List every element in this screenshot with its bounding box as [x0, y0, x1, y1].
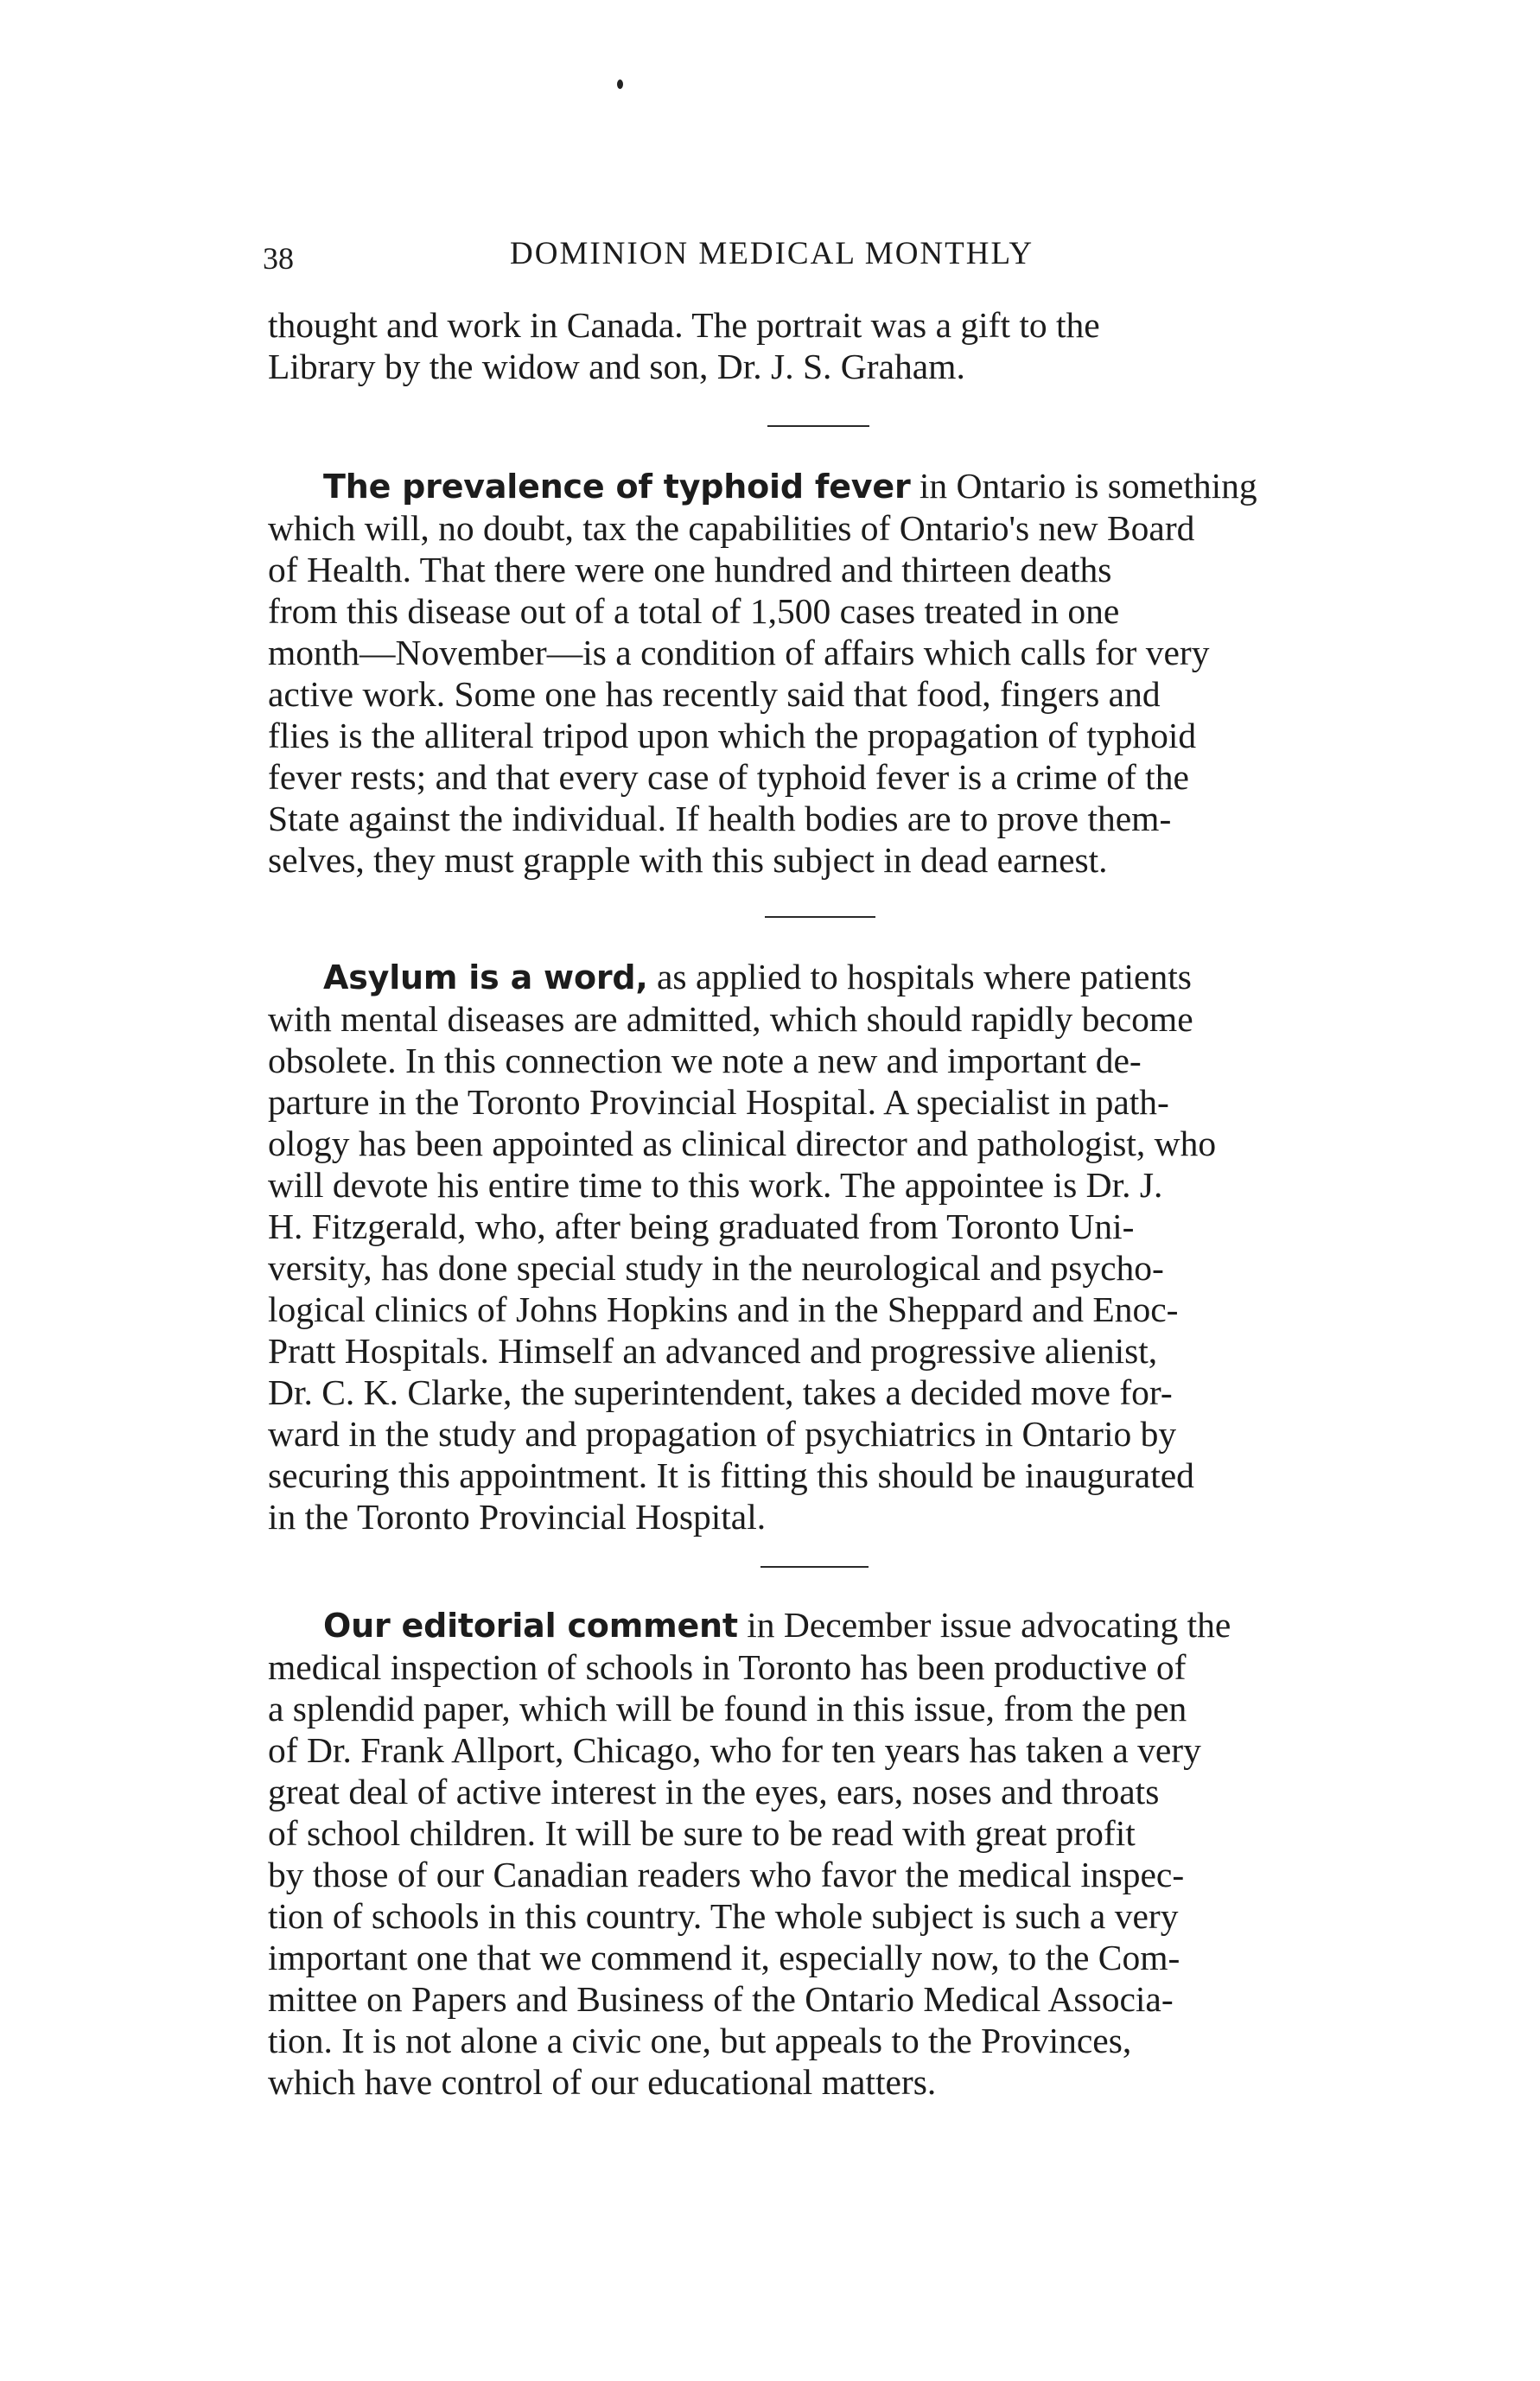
text-line: tion of schools in this country. The whole subject is such a very [268, 1896, 1179, 1936]
article-asylum [268, 956, 1374, 1537]
running-head [259, 236, 1158, 283]
first-line-rest: in December issue advocating the [737, 1605, 1231, 1645]
text-line: month—November—is a condition of affairs which calls for very [268, 633, 1210, 672]
text-line: from this disease out of a total of 1,500 cases treated in one [268, 591, 1120, 631]
text-line: Pratt Hospitals. Himself an advanced and progressive alienist, [268, 1331, 1158, 1371]
article-lead: Our editorial comment [323, 1607, 738, 1645]
text-line: securing this appointment. It is fitting this should be inaugurated [268, 1455, 1194, 1495]
section-divider [767, 425, 869, 427]
text-line: will devote his entire time to this work. The appointee is Dr. J. [268, 1165, 1163, 1205]
section-divider [760, 1566, 869, 1568]
text-line: flies is the alliteral tripod upon which the propagation of typhoid [268, 716, 1197, 755]
text-line: important one that we commend it, especially now, to the Com- [268, 1938, 1180, 1977]
text-line: thought and work in Canada. The portrait was a gift to the [268, 305, 1100, 345]
article-first-line [268, 956, 1374, 998]
text-line: H. Fitzgerald, who, after being graduated from Toronto Uni- [268, 1206, 1135, 1246]
text-line: tion. It is not alone a civic one, but appeals to the Provinces, [268, 2021, 1132, 2060]
text-line: State against the individual. If health bodies are to prove them- [268, 799, 1172, 838]
text-line: which have control of our educational matters. [268, 2062, 937, 2102]
text-line: of school children. It will be sure to be read with great profit [268, 1813, 1136, 1853]
text-line: which will, no doubt, tax the capabilities of Ontario's new Board [268, 508, 1195, 548]
text-line: Library by the widow and son, Dr. J. S. Graham. [268, 347, 965, 386]
text-line: Dr. C. K. Clarke, the superintendent, takes a decided move for- [268, 1372, 1173, 1412]
article-editorial-comment [268, 1604, 1374, 2103]
text-line: great deal of active interest in the eyes, ears, noses and throats [268, 1772, 1160, 1811]
carryover-paragraph [268, 304, 1374, 387]
text-line: active work. Some one has recently said that food, fingers and [268, 674, 1161, 714]
first-line-rest: as applied to hospitals where patients [647, 957, 1192, 996]
text-line: a splendid paper, which will be found in this issue, from the pen [268, 1689, 1187, 1728]
article-lead: The prevalence of typhoid fever [323, 468, 911, 506]
text-line: by those of our Canadian readers who favor the medical inspec- [268, 1855, 1185, 1894]
text-line: with mental diseases are admitted, which should rapidly become [268, 999, 1193, 1039]
text-line: of Health. That there were one hundred and thirteen deaths [268, 550, 1112, 589]
text-line: obsolete. In this connection we note a new and important de- [268, 1041, 1142, 1080]
text-line: in the Toronto Provincial Hospital. [268, 1497, 767, 1537]
text-line: ward in the study and propagation of psychiatrics in Ontario by [268, 1414, 1177, 1454]
article-first-line [268, 465, 1374, 507]
journal-title: DOMINION MEDICAL MONTHLY [510, 236, 1034, 271]
section-divider [765, 916, 875, 918]
article-first-line [268, 1604, 1374, 1646]
text-line: ology has been appointed as clinical director and pathologist, who [268, 1124, 1217, 1163]
text-line: selves, they must grapple with this subject in dead earnest. [268, 840, 1108, 880]
text-line: fever rests; and that every case of typhoid fever is a crime of the [268, 757, 1189, 797]
speck-mark [617, 80, 623, 89]
text-line: versity, has done special study in the neurological and psycho- [268, 1248, 1164, 1288]
text-line: medical inspection of schools in Toronto has been productive of [268, 1647, 1187, 1687]
text-line: parture in the Toronto Provincial Hospital. A specialist in path- [268, 1082, 1169, 1122]
text-line: logical clinics of Johns Hopkins and in the Sheppard and Enoc- [268, 1289, 1179, 1329]
text-line: of Dr. Frank Allport, Chicago, who for ten years has taken a very [268, 1730, 1201, 1770]
first-line-rest: in Ontario is something [910, 466, 1257, 506]
page-number: 38 [263, 241, 294, 276]
text-line: mittee on Papers and Business of the Ontario Medical Associa- [268, 1979, 1174, 2019]
article-lead: Asylum is a word, [323, 958, 648, 996]
article-typhoid-fever [268, 465, 1374, 881]
